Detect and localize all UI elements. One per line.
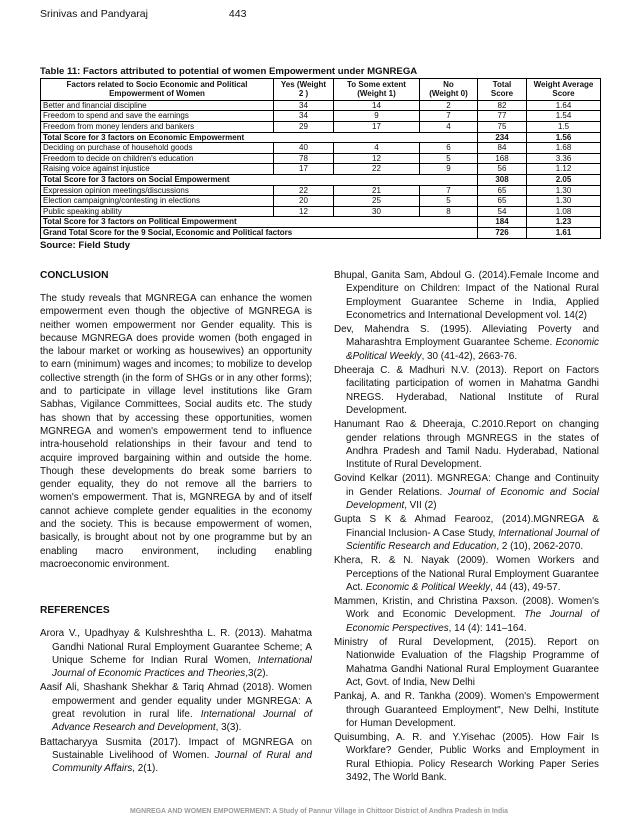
value-cell: 1.12 [527,164,601,175]
value-cell: 1.30 [527,185,601,196]
value-cell: 5 [420,153,478,164]
reference-entry: Dheeraja C. & Madhuri N.V. (2013). Report on Factors facilitating participation of women in Mahatma Gandhi NREGS. Hyderabad, National Institute of Rural Development. [334,365,599,416]
reference-entry: Bhupal, Ganita Sam, Abdoul G. (2014).Female Income and Expenditure on Children: Impact of the National Rural Employment Guarantee Scheme in India, Applied Econometrics and International Development vol. 14(2) [334,270,599,321]
total-score: 184 [478,217,527,228]
header-some-extent: To Some extent (Weight 1) [334,79,420,101]
table-row [41,100,601,111]
table-caption: Table 11: Factors attributed to potential of women Empowerment under MGNREGA [40,66,418,77]
value-cell: 6 [420,143,478,154]
header-factors: Factors related to Socio Economic and Political Empowerment of Women [41,79,274,101]
table-row [41,153,601,164]
right-column [334,269,599,785]
factors-table [40,78,601,239]
value-cell: 168 [478,153,527,164]
reference-entry: Pankaj, A. and R. Tankha (2009). Women's Empowerment through Guaranteed Employment", New Delhi, Institute for Human Development. [334,691,599,729]
total-label: Grand Total Score for the 9 Social, Economic and Political factors [41,227,478,238]
reference-entry: Govind Kelkar (2011). MGNREGA: Change and Continuity in Gender Relations. Journal of Economic and Social Development, VII (2) [334,473,599,512]
total-average: 1.23 [527,217,601,228]
value-cell: 4 [334,143,420,154]
value-cell: 77 [478,111,527,122]
table-row [41,164,601,175]
left-column [40,269,312,777]
header-total-score: Total Score [478,79,527,101]
value-cell: 9 [420,164,478,175]
value-cell: 4 [420,122,478,133]
total-average: 2.05 [527,174,601,185]
table-row [41,206,601,217]
total-score: 308 [478,174,527,185]
reference-entry: Arora V., Upadhyay & Kulshreshtha L. R. (2013). Mahatma Gandhi National Rural Employment Guarantee Scheme; A Unique Scheme for Indian Rural Women, International Journal of Economic Practices and Theories,3(2). [40,628,312,680]
table-total-row [41,217,601,228]
value-cell: 65 [478,185,527,196]
total-label: Total Score for 3 factors on Economic Empowerment [41,132,478,143]
conclusion-text: The study reveals that MGNREGA can enhance the women empowerment even though the objective of MGNREGA is neither women empowerment nor Gender equality. This is because MGNREGA does provide women (both engaged in the labour market or working as housewives) an opportunity to earn (minimum) wages and incomes; to mobilize to develop collective strength (in the form of SHGs or in any other forms); and to participate in village level institutions like Gram Sabhas, Vigilance Committees, Social audits etc. The study has shown that by accessing these opportunities, women MGNREGA and women's empowerment tend to influence intra-household relationships in their favour and tend to acquire improved bargaining within and outside the home. Though these developments do break some barriers to gender equality, they do not remove all the barriers to women's empowerment. That is, MGNREGA by and of itself cannot achieve complete gender equalities in the economy and the society. This is because empowerment of women, basically, is brought about not by one programme but by an enabling macro environment, including enabling macroeconomic environment. [40,293,312,570]
value-cell: 25 [334,196,420,207]
factor-cell: Public speaking ability [41,206,274,217]
total-average: 1.56 [527,132,601,143]
total-label: Total Score for 3 factors on Political Empowerment [41,217,478,228]
factor-cell: Expression opinion meetings/discussions [41,185,274,196]
reference-entry: Hanumant Rao & Dheeraja, C.2010.Report on changing gender relations through MGNREGS in the states of Andhra Pradesh and Tamil Nadu. Hyderabad, National Institute of Rural Development. [334,419,599,471]
value-cell: 7 [420,111,478,122]
running-header [40,8,246,20]
value-cell: 1.54 [527,111,601,122]
value-cell: 7 [420,185,478,196]
table-row [41,111,601,122]
value-cell: 3.36 [527,153,601,164]
value-cell: 82 [478,100,527,111]
value-cell: 78 [274,153,334,164]
table-header-row [41,79,601,101]
factor-cell: Deciding on purchase of household goods [41,143,274,154]
table-row [41,185,601,196]
table-row [41,196,601,207]
value-cell: 34 [274,111,334,122]
page-number: 443 [228,8,247,20]
value-cell: 1.64 [527,100,601,111]
value-cell: 5 [420,196,478,207]
table-section [40,66,600,251]
value-cell: 40 [274,143,334,154]
reference-entry: Gupta S K & Ahmad Fearooz, (2014).MGNREGA & Financial Inclusion- A Case Study, International Journal of Scientific Research and Education, 2 (10), 2062-2070. [334,514,599,552]
value-cell: 17 [334,122,420,133]
value-cell: 54 [478,206,527,217]
value-cell: 1.68 [527,143,601,154]
reference-entry: Ministry of Rural Development, (2015). Report on Nationwide Evaluation of the Flagship Programme of Mahatma Gandhi National Rural Employment Guarantee Act, Govt. of India, New Delhi [334,637,599,688]
reference-entry: Mammen, Kristin, and Christina Paxson. (2008). Women's Work and Economic Development. The Journal of Economic Perspectives, 14 (4): 141–164. [334,596,599,634]
table-row [41,143,601,154]
header-weight-average: Weight Average Score [527,79,601,101]
total-score: 234 [478,132,527,143]
total-score: 726 [478,227,527,238]
value-cell: 2 [420,100,478,111]
reference-entry: Aasif Ali, Shashank Shekhar & Tariq Ahmad (2018). Women empowerment and gender equality under MGNREGA: A great revolution in rural life. International Journal of Advance Research and Development, 3(3). [40,682,312,734]
value-cell: 29 [274,122,334,133]
author-names: Srinivas and Pandyaraj [40,8,148,20]
total-average: 1.61 [527,227,601,238]
reference-entry: Khera, R. & N. Nayak (2009). Women Workers and Perceptions of the National Rural Employment Guarantee Act. Economic & Political Weekly, 44 (43), 49-57. [334,555,599,593]
value-cell: 22 [334,164,420,175]
value-cell: 75 [478,122,527,133]
factor-cell: Freedom to spend and save the earnings [41,111,274,122]
table-body [41,100,601,238]
total-label: Total Score for 3 factors on Social Empowerment [41,174,478,185]
reference-entry: Dev, Mahendra S. (1995). Alleviating Poverty and Maharashtra Employment Guarantee Scheme. Economic &Political Weekly, 30 (41-42), 2663-76. [334,324,599,362]
factor-cell: Raising voice against injustice [41,164,274,175]
factor-cell: Freedom to decide on children's education [41,153,274,164]
table-total-row [41,227,601,238]
table-total-row [41,132,601,143]
value-cell: 1.08 [527,206,601,217]
factor-cell: Freedom from money lenders and bankers [41,122,274,133]
value-cell: 14 [334,100,420,111]
value-cell: 65 [478,196,527,207]
value-cell: 9 [334,111,420,122]
page-footer: MGNREGA AND WOMEN EMPOWERMENT: A Study of Pannur Village in Chittoor District of Andhra Pradesh in India [130,808,508,815]
table-total-row [41,174,601,185]
value-cell: 34 [274,100,334,111]
value-cell: 1.30 [527,196,601,207]
factor-cell: Better and financial discipline [41,100,274,111]
value-cell: 84 [478,143,527,154]
value-cell: 12 [334,153,420,164]
references-heading: REFERENCES [40,605,110,617]
header-yes: Yes (Weight 2 ) [274,79,334,101]
value-cell: 21 [334,185,420,196]
header-no: No (Weight 0) [420,79,478,101]
value-cell: 22 [274,185,334,196]
value-cell: 30 [334,206,420,217]
conclusion-heading: CONCLUSION [40,270,109,281]
references-list-left [40,627,312,775]
value-cell: 17 [274,164,334,175]
value-cell: 8 [420,206,478,217]
value-cell: 20 [274,196,334,207]
value-cell: 12 [274,206,334,217]
table-source: Source: Field Study [40,239,131,251]
references-list-right [334,269,599,784]
reference-entry: Battacharyya Susmita (2017). Impact of MGNREGA on Sustainable Livelihood of Women. Journal of Rural and Community Affairs, 2(1). [40,736,312,775]
factor-cell: Election campaigning/contesting in elections [41,196,274,207]
value-cell: 56 [478,164,527,175]
table-row [41,122,601,133]
reference-entry: Quisumbing, A. R. and Y.Yisehac (2005). How Fair Is Workfare? Gender, Public Works and Employment in Rural Ethiopia. Policy Research Working Paper Series 3492, The World Bank. [334,732,599,783]
value-cell: 1.5 [527,122,601,133]
